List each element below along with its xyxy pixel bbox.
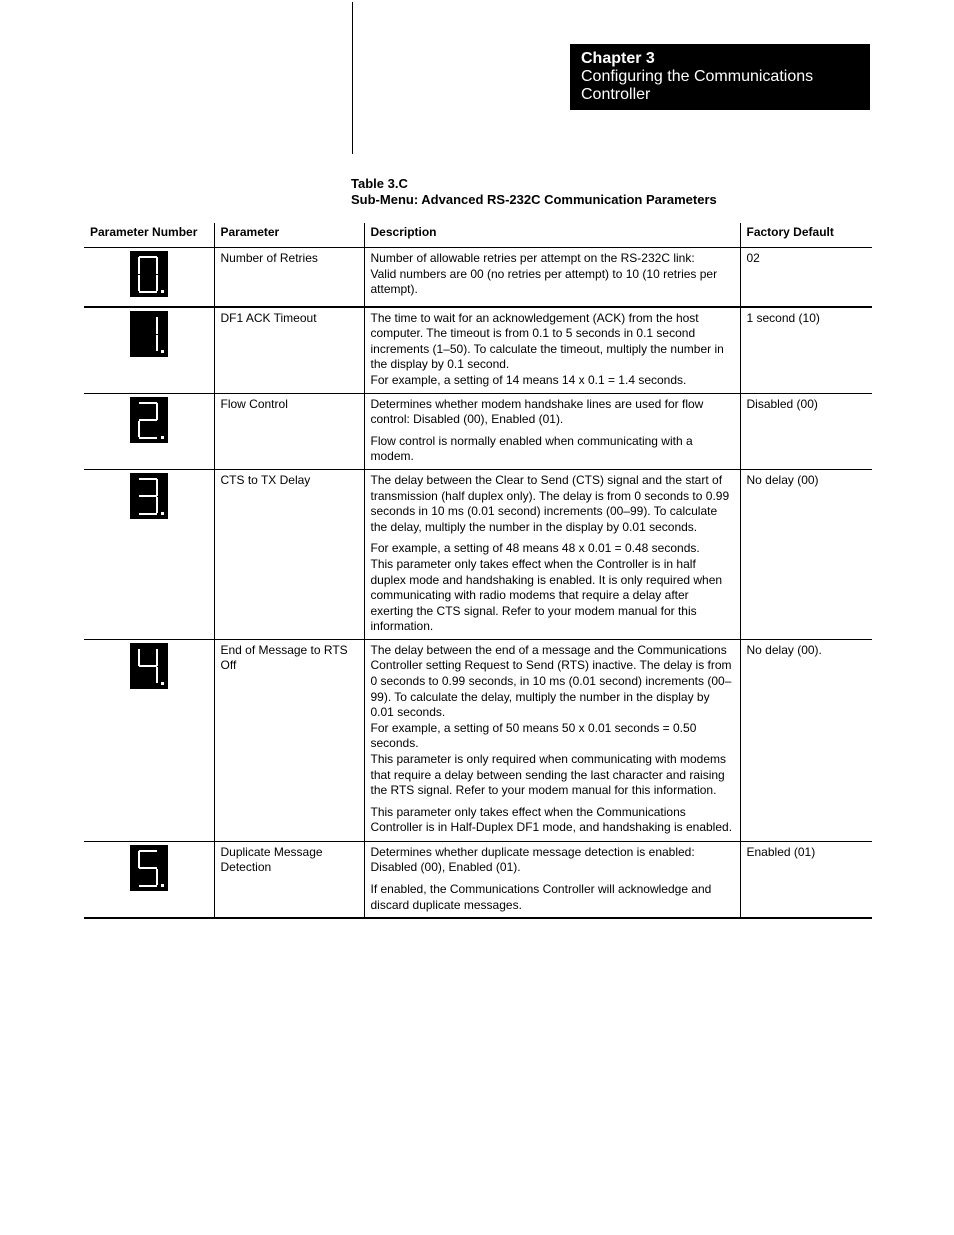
factory-default-cell: No delay (00). xyxy=(740,639,872,841)
segment-f xyxy=(138,257,140,274)
description-cell xyxy=(364,307,740,393)
description-paragraph: Valid numbers are 00 (no retries per attempt) to 10 (10 retries per attempt). xyxy=(370,266,718,297)
parameter-name-cell: DF1 ACK Timeout xyxy=(214,307,364,393)
seven-segment-digit-icon xyxy=(130,643,168,689)
parameter-name-cell: Duplicate Message Detection xyxy=(214,841,364,918)
description-cell xyxy=(364,469,740,639)
factory-default-cell: 02 xyxy=(740,248,872,307)
column-header-parameter: Parameter xyxy=(214,223,364,248)
decimal-point xyxy=(161,436,164,439)
description-paragraph: Flow control is normally enabled when communicating with a modem. xyxy=(370,433,693,464)
table-title: Sub-Menu: Advanced RS-232C Communication Parameters xyxy=(351,192,717,207)
description-cell xyxy=(364,393,740,469)
description-paragraph: For example, a setting of 14 means 14 x 0.1 = 1.4 seconds. xyxy=(370,372,687,387)
seven-segment-digit-icon xyxy=(130,397,168,443)
table-row xyxy=(84,307,872,393)
decimal-point xyxy=(161,350,164,353)
parameter-number-cell xyxy=(84,469,214,639)
segment-g xyxy=(139,665,157,667)
parameter-name-cell: CTS to TX Delay xyxy=(214,469,364,639)
segment-d xyxy=(139,513,157,515)
parameter-name-cell: Number of Retries xyxy=(214,248,364,307)
description-paragraph: This parameter only takes effect when the Communications Controller is in Half-Duplex DF1 mode, and handshaking is enabled. xyxy=(370,804,733,835)
decimal-point xyxy=(161,682,164,685)
column-header-description: Description xyxy=(364,223,740,248)
parameter-number-cell xyxy=(84,307,214,393)
chapter-number: Chapter 3 xyxy=(581,50,655,67)
description-paragraph: The delay between the Clear to Send (CTS) signal and the start of transmission (half duplex only). The delay is from 0 seconds to 0.99 seconds in 10 ms (0.01 second) increments (00–99). To calculate the delay, multiply the number in the display by 0.01 seconds. xyxy=(370,472,730,534)
description-paragraph: Number of allowable retries per attempt on the RS-232C link: xyxy=(370,251,695,265)
segment-d xyxy=(139,291,157,293)
vertical-rule xyxy=(352,2,353,154)
segment-b xyxy=(156,649,158,666)
description-cell xyxy=(364,639,740,841)
description-cell xyxy=(364,248,740,307)
description-cell xyxy=(364,841,740,918)
chapter-header xyxy=(570,44,870,110)
table-number: Table 3.C xyxy=(351,176,408,191)
seven-segment-digit-icon xyxy=(130,473,168,519)
segment-b xyxy=(156,257,158,274)
factory-default-cell: 1 second (10) xyxy=(740,307,872,393)
description-paragraph: For example, a setting of 50 means 50 x 0.01 seconds = 0.50 seconds. xyxy=(370,720,697,751)
segment-c xyxy=(156,335,158,351)
parameter-number-cell xyxy=(84,841,214,918)
segment-g xyxy=(139,495,157,497)
description-paragraph: This parameter is only required when communicating with modems that require a delay between sending the last character and raising the RTS signal. Refer to your modem manual for this information. xyxy=(370,752,726,798)
segment-c xyxy=(156,275,158,291)
parameter-name-cell: End of Message to RTS Off xyxy=(214,639,364,841)
segment-c xyxy=(156,869,158,885)
decimal-point xyxy=(161,290,164,293)
segment-d xyxy=(139,437,157,439)
parameter-number-cell xyxy=(84,248,214,307)
description-paragraph: Determines whether duplicate message detection is enabled: Disabled (00), Enabled (01). xyxy=(370,844,695,875)
table-caption xyxy=(351,176,717,208)
segment-b xyxy=(156,403,158,420)
decimal-point xyxy=(161,512,164,515)
segment-d xyxy=(139,885,157,887)
table-row xyxy=(84,248,872,307)
segment-e xyxy=(138,421,140,437)
table-row xyxy=(84,639,872,841)
segment-g xyxy=(139,867,157,869)
segment-g xyxy=(139,419,157,421)
chapter-title-line-1: Configuring the Communications xyxy=(581,68,814,85)
segment-b xyxy=(156,317,158,334)
column-header-factory-default: Factory Default xyxy=(740,223,872,248)
description-paragraph: The delay between the end of a message and the Communications Controller setting Request to Send (RTS) inactive. The delay is from 0 seconds to 0.99 seconds, in 10 ms (0.01 second) increments (00–99). To calculate the delay, multiply the number in the display by 0.01 seconds. xyxy=(370,642,732,720)
description-paragraph: If enabled, the Communications Controller will acknowledge and discard duplicate messages. xyxy=(370,882,712,912)
parameters-table xyxy=(84,223,872,919)
table-row xyxy=(84,393,872,469)
segment-e xyxy=(138,275,140,291)
seven-segment-digit-icon xyxy=(130,845,168,891)
factory-default-cell: No delay (00) xyxy=(740,469,872,639)
chapter-title-line-2: Controller xyxy=(581,86,651,103)
factory-default-cell: Enabled (01) xyxy=(740,841,872,918)
segment-a xyxy=(139,256,157,258)
segment-f xyxy=(138,851,140,868)
segment-a xyxy=(139,402,157,404)
factory-default-cell: Disabled (00) xyxy=(740,393,872,469)
segment-b xyxy=(156,479,158,496)
decimal-point xyxy=(161,884,164,887)
description-paragraph: The time to wait for an acknowledgement (ACK) from the host computer. The timeout is from 0.1 to 5 seconds in 0.1 second increments (1–50). To calculate the timeout, multiply the number in the display by 0.1 second. xyxy=(370,310,724,372)
seven-segment-digit-icon xyxy=(130,251,168,297)
parameter-number-cell xyxy=(84,639,214,841)
description-paragraph: For example, a setting of 48 means 48 x 0.01 = 0.48 seconds. xyxy=(370,541,700,556)
description-paragraph: This parameter only takes effect when the Controller is in half duplex mode and handshaking is enabled. It is only required when communicating with radio modems that require a delay after exerting the CTS signal. Refer to your modem manual for this information. xyxy=(370,556,723,634)
parameter-name-cell: Flow Control xyxy=(214,393,364,469)
parameter-number-cell xyxy=(84,393,214,469)
segment-c xyxy=(156,667,158,683)
column-header-parameter-number: Parameter Number xyxy=(90,225,198,239)
description-paragraph: Determines whether modem handshake lines are used for flow control: Disabled (00), Enabled (01). xyxy=(370,396,704,427)
segment-a xyxy=(139,478,157,480)
seven-segment-digit-icon xyxy=(130,311,168,357)
segment-c xyxy=(156,497,158,513)
table-header-row xyxy=(84,223,872,248)
table-row xyxy=(84,469,872,639)
segment-a xyxy=(139,850,157,852)
segment-f xyxy=(138,649,140,666)
table-row xyxy=(84,841,872,918)
